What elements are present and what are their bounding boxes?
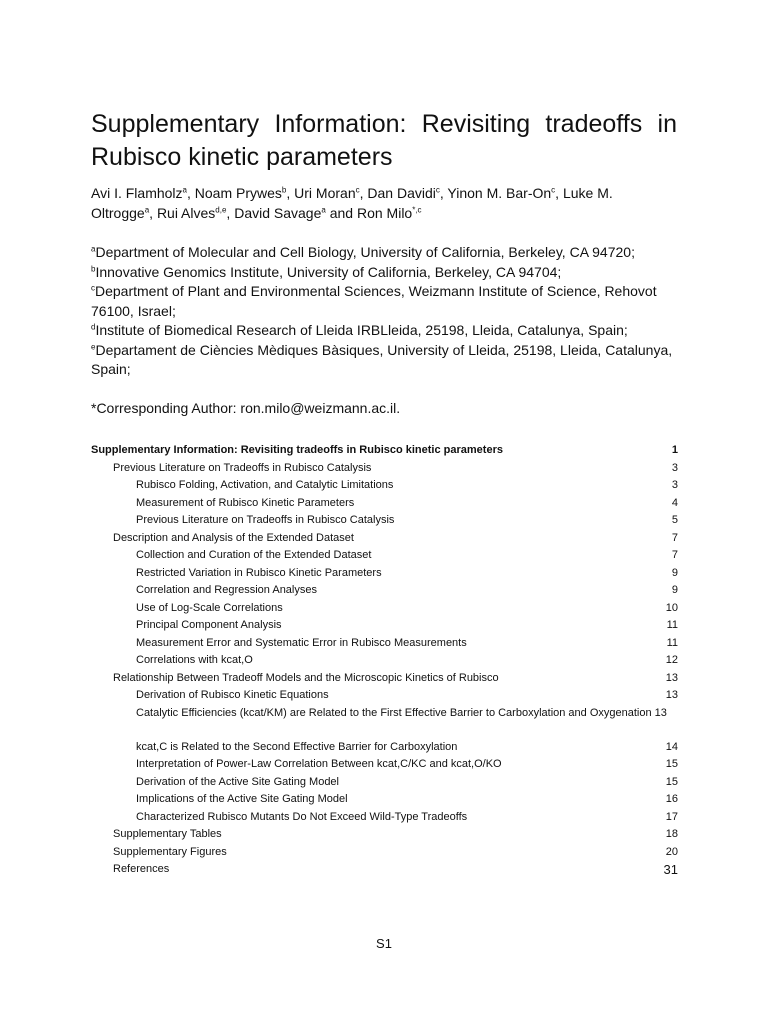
author-affiliation-marker: *,c bbox=[412, 205, 422, 215]
toc-entry[interactable] bbox=[91, 844, 678, 862]
toc-entry[interactable] bbox=[91, 530, 678, 548]
toc-entry-label: Catalytic Efficiencies (kcat/KM) are Related to the First Effective Barrier to Carboxylation and Oxygenation 13 bbox=[136, 706, 667, 719]
toc-entry-label: Supplementary Tables bbox=[113, 828, 222, 840]
toc-entry[interactable] bbox=[91, 791, 678, 809]
affiliation-text: Department of Molecular and Cell Biology, University of California, Berkeley, CA 94720; bbox=[95, 244, 635, 260]
author-separator: , bbox=[226, 205, 235, 221]
toc-entry-label: Previous Literature on Tradeoffs in Rubisco Catalysis bbox=[136, 514, 395, 526]
toc-entry-page: 9 bbox=[671, 566, 678, 579]
toc-entry-page: 20 bbox=[665, 845, 678, 858]
toc-entry[interactable] bbox=[91, 652, 678, 670]
toc-entry-page: 31 bbox=[663, 862, 678, 877]
toc-entry-page: 11 bbox=[666, 636, 678, 649]
toc-entry-page: 11 bbox=[666, 619, 678, 631]
toc-entry[interactable] bbox=[91, 705, 678, 739]
toc-entry[interactable] bbox=[91, 826, 678, 844]
toc-entry[interactable] bbox=[91, 739, 678, 757]
paper-title bbox=[91, 108, 677, 174]
author-name: Uri Moran bbox=[294, 185, 356, 201]
author-separator: and bbox=[325, 205, 357, 221]
toc-entry-page: 15 bbox=[665, 758, 678, 770]
toc-entry[interactable] bbox=[91, 635, 678, 653]
toc-entry-page: 17 bbox=[665, 810, 678, 823]
toc-entry-label: Description and Analysis of the Extended Dataset bbox=[113, 531, 354, 544]
toc-entry-label: Rubisco Folding, Activation, and Catalytic Limitations bbox=[136, 479, 394, 491]
paper-title-line-2: Rubisco kinetic parameters bbox=[91, 143, 393, 171]
toc-entry-label: Correlation and Regression Analyses bbox=[136, 584, 317, 596]
toc-entry[interactable] bbox=[91, 774, 678, 792]
author-separator: , bbox=[286, 185, 295, 201]
toc-entry[interactable] bbox=[91, 687, 678, 705]
toc-entry-page: 3 bbox=[671, 461, 678, 474]
affiliation-item bbox=[91, 243, 681, 263]
toc-entry-label: Implications of the Active Site Gating Model bbox=[136, 793, 348, 805]
toc-entry-label: Measurement of Rubisco Kinetic Parameters bbox=[136, 496, 355, 509]
affiliation-marker: d bbox=[91, 322, 96, 332]
toc-entry-label: Measurement Error and Systematic Error in Rubisco Measurements bbox=[136, 636, 467, 649]
author-affiliation-marker: c bbox=[355, 185, 360, 195]
toc-entry-page: 4 bbox=[671, 496, 678, 509]
author-affiliation-marker: b bbox=[281, 185, 287, 195]
author-name: Rui Alves bbox=[156, 205, 216, 221]
affiliation-item bbox=[91, 282, 681, 321]
toc-entry[interactable] bbox=[91, 617, 678, 635]
toc-entry-page: 13 bbox=[665, 689, 678, 701]
author-separator: , bbox=[359, 185, 368, 201]
author-name: Yinon M. Bar-On bbox=[447, 185, 552, 201]
toc-entry[interactable] bbox=[91, 477, 678, 495]
corresponding-author: *Corresponding Author: ron.milo@weizmann.ac.il. bbox=[91, 400, 401, 416]
affiliation-list bbox=[91, 243, 681, 380]
toc-entry-page: 3 bbox=[671, 479, 678, 491]
toc-entry-page: 15 bbox=[665, 775, 678, 788]
toc-entry-page: 10 bbox=[665, 601, 678, 614]
table-of-contents bbox=[91, 442, 678, 879]
toc-entry[interactable] bbox=[91, 442, 678, 460]
toc-entry-page: 7 bbox=[671, 549, 678, 561]
toc-entry-label: Use of Log-Scale Correlations bbox=[136, 601, 283, 614]
affiliation-marker: a bbox=[91, 244, 96, 254]
toc-entry-label: Derivation of Rubisco Kinetic Equations bbox=[136, 689, 329, 701]
toc-entry[interactable] bbox=[91, 512, 678, 530]
affiliation-text: Innovative Genomics Institute, University of California, Berkeley, CA 94704; bbox=[95, 263, 562, 280]
toc-entry-label: Restricted Variation in Rubisco Kinetic Parameters bbox=[136, 566, 382, 579]
toc-entry-label: Derivation of the Active Site Gating Model bbox=[136, 775, 339, 788]
toc-entry-page: 9 bbox=[671, 584, 678, 596]
toc-entry-page: 12 bbox=[665, 654, 678, 666]
toc-entry[interactable] bbox=[91, 460, 678, 478]
toc-entry-label: Interpretation of Power-Law Correlation Between kcat,C/KC and kcat,O/KO bbox=[136, 758, 502, 770]
paper-title-line-1: Supplementary Information: Revisiting tradeoffs in bbox=[91, 110, 677, 138]
toc-entry[interactable] bbox=[91, 756, 678, 774]
toc-entry-label: Characterized Rubisco Mutants Do Not Exceed Wild-Type Tradeoffs bbox=[136, 810, 468, 823]
page-number: S1 bbox=[376, 936, 392, 951]
toc-entry-label: Relationship Between Tradeoff Models and the Microscopic Kinetics of Rubisco bbox=[113, 671, 499, 684]
toc-entry-page: 7 bbox=[671, 531, 678, 544]
toc-entry[interactable] bbox=[91, 809, 678, 827]
author-separator: , bbox=[149, 205, 157, 221]
affiliation-text: Institute of Biomedical Research of Lleida IRBLleida, 25198, Lleida, Catalunya, Spain; bbox=[95, 322, 628, 338]
author-name: Dan Davidi bbox=[367, 185, 436, 201]
author-separator: , bbox=[439, 185, 448, 201]
author-separator: , bbox=[187, 185, 195, 201]
affiliation-item bbox=[91, 341, 681, 380]
author-affiliation-marker: c bbox=[551, 185, 556, 195]
affiliation-item bbox=[91, 263, 681, 283]
toc-entry-page: 14 bbox=[665, 740, 678, 753]
author-list bbox=[91, 183, 681, 223]
toc-entry-page: 5 bbox=[671, 514, 678, 526]
affiliation-item bbox=[91, 321, 681, 341]
toc-entry[interactable] bbox=[91, 547, 678, 565]
affiliation-marker: e bbox=[91, 341, 96, 351]
toc-entry[interactable] bbox=[91, 495, 678, 513]
toc-entry[interactable] bbox=[91, 582, 678, 600]
author-affiliation-marker: a bbox=[321, 205, 326, 215]
toc-entry-label: References bbox=[113, 863, 170, 875]
affiliation-text: Department of Plant and Environmental Sciences, Weizmann Institute of Science, Rehovot 76100, Israel; bbox=[91, 283, 657, 319]
toc-entry-label: Collection and Curation of the Extended Dataset bbox=[136, 549, 372, 561]
toc-entry-page: 18 bbox=[665, 828, 678, 840]
affiliation-text: Departament de Ciències Mèdiques Bàsiques, University of Lleida, 25198, Lleida, Catalunya, Spain; bbox=[91, 341, 673, 377]
toc-entry-page: 1 bbox=[671, 444, 678, 456]
toc-entry-page: 16 bbox=[665, 793, 678, 805]
toc-entry-label: Supplementary Figures bbox=[113, 845, 227, 858]
toc-entry-label: Correlations with kcat,O bbox=[136, 654, 253, 666]
toc-entry-label: Principal Component Analysis bbox=[136, 619, 282, 631]
toc-entry-label: Supplementary Information: Revisiting tradeoffs in Rubisco kinetic parameters bbox=[91, 444, 503, 456]
toc-entry-page: 13 bbox=[665, 671, 678, 684]
toc-entry[interactable] bbox=[91, 565, 678, 583]
author-affiliation-marker: a bbox=[182, 185, 187, 195]
author-name: Noam Prywes bbox=[194, 185, 282, 201]
author-name: Ron Milo bbox=[356, 205, 413, 221]
affiliation-marker: c bbox=[91, 283, 95, 293]
author-name: Avi I. Flamholz bbox=[91, 185, 183, 201]
affiliation-marker: b bbox=[91, 263, 96, 273]
toc-entry[interactable] bbox=[91, 670, 678, 688]
toc-entry-label: kcat,C is Related to the Second Effective Barrier for Carboxylation bbox=[136, 740, 458, 753]
author-name: David Savage bbox=[234, 205, 322, 221]
author-affiliation-marker: c bbox=[435, 185, 440, 195]
toc-entry-label: Previous Literature on Tradeoffs in Rubisco Catalysis bbox=[113, 461, 372, 474]
author-separator: , bbox=[555, 185, 563, 201]
author-affiliation-marker: a bbox=[144, 205, 150, 215]
author-affiliation-marker: d,e bbox=[215, 205, 227, 215]
author-name: Luke M. Oltrogge bbox=[91, 185, 613, 221]
toc-entry[interactable] bbox=[91, 861, 678, 879]
toc-entry[interactable] bbox=[91, 600, 678, 618]
